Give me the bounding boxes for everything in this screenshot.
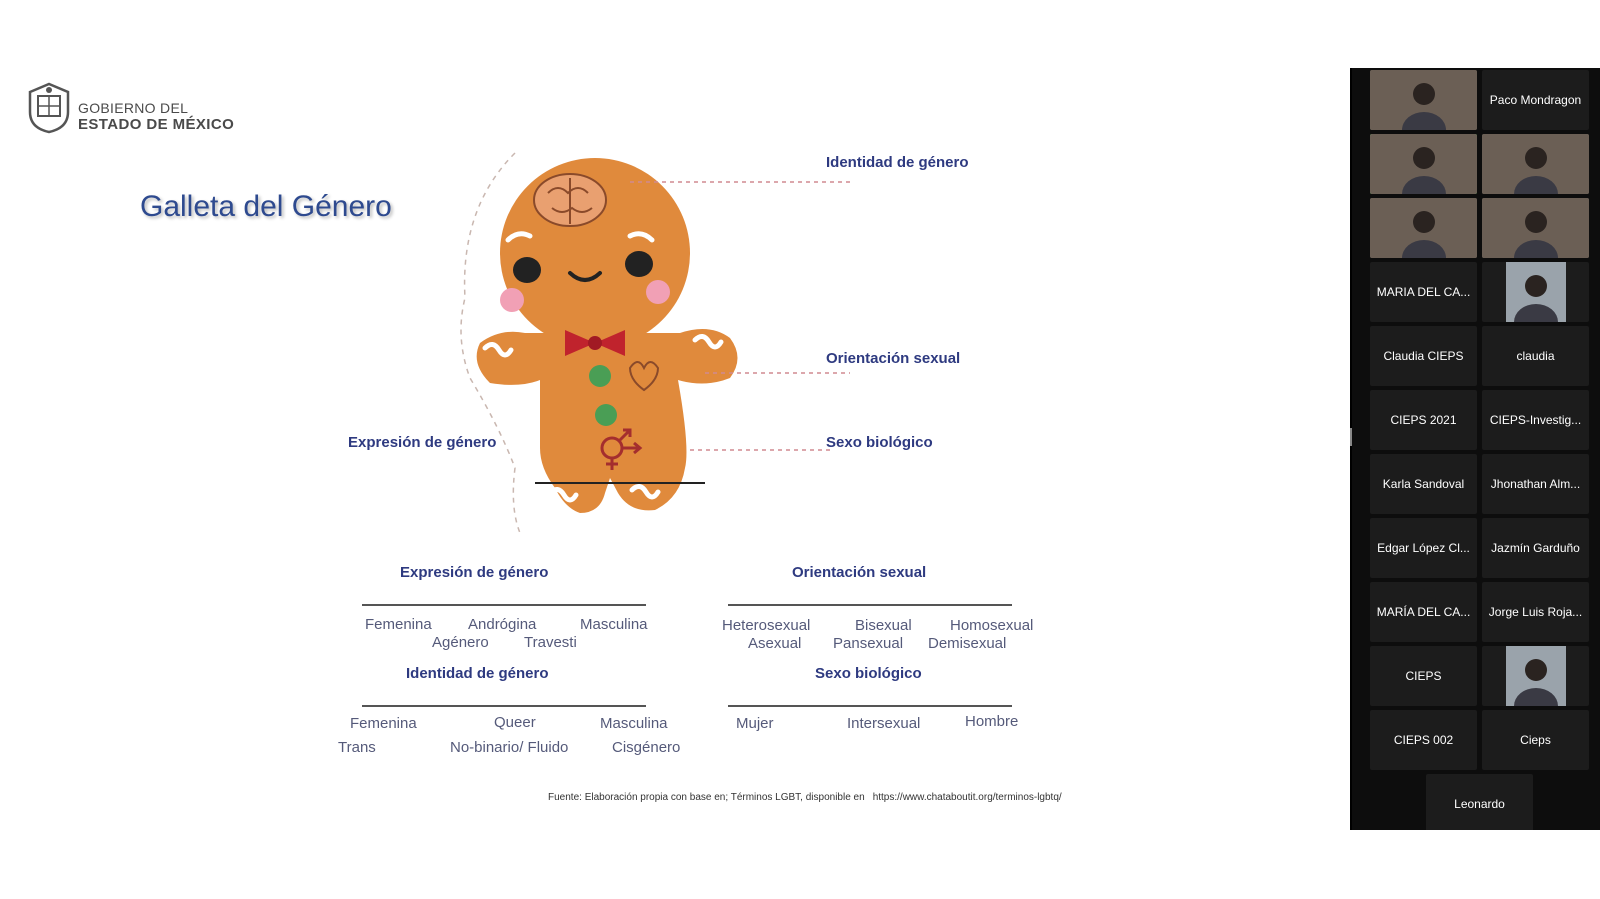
participant-name: Jhonathan Alm...: [1490, 477, 1581, 491]
participants-gallery: [1352, 68, 1600, 830]
term: Travesti: [524, 634, 577, 651]
label-sexo: Sexo biológico: [826, 434, 933, 451]
participant-name: Paco Mondragon: [1489, 93, 1582, 107]
video-feed: [1370, 198, 1477, 258]
term: Andrógina: [468, 616, 537, 633]
participant-tile[interactable]: [1482, 262, 1589, 322]
term: Femenina: [350, 715, 417, 732]
section-expresion-title: Expresión de género: [400, 564, 549, 581]
term: Hombre: [965, 713, 1019, 730]
term: Queer: [494, 714, 536, 731]
video-feed: [1370, 70, 1477, 130]
term: Pansexual: [833, 635, 904, 652]
video-feed: [1482, 198, 1589, 258]
participant-tile[interactable]: [1482, 70, 1589, 130]
section-identidad-divider: [362, 705, 646, 707]
participant-tile[interactable]: [1370, 262, 1477, 322]
label-orientacion: Orientación sexual: [826, 350, 961, 367]
section-sexo-divider: [728, 705, 1012, 707]
term: Cisgénero: [612, 739, 681, 756]
participant-tile[interactable]: [1482, 710, 1589, 770]
section-identidad-title: Identidad de género: [406, 665, 549, 682]
source-citation: [548, 792, 1062, 803]
participant-name: Edgar López Cl...: [1377, 541, 1470, 555]
shared-slide: [0, 68, 1350, 830]
participant-name: Jorge Luis Roja...: [1488, 605, 1583, 619]
term: Bisexual: [855, 617, 912, 634]
leader-lines: [0, 68, 1350, 830]
source-url: https://www.chataboutit.org/terminos-lgbtq/: [872, 792, 1062, 803]
term: Trans: [338, 739, 376, 756]
participant-tile[interactable]: [1370, 454, 1477, 514]
participant-name: Jazmín Garduño: [1491, 541, 1580, 555]
participant-name: CIEPS 2021: [1390, 413, 1457, 427]
participant-tile[interactable]: [1482, 326, 1589, 386]
bottom-margin: [0, 830, 1600, 899]
label-expresion: Expresión de género: [348, 434, 497, 451]
term: Femenina: [365, 616, 432, 633]
participant-name: Leonardo: [1454, 797, 1505, 811]
participant-name: CIEPS-Investig...: [1489, 413, 1582, 427]
participant-tile[interactable]: [1426, 774, 1533, 834]
participant-tile[interactable]: [1482, 646, 1589, 706]
term: Heterosexual: [722, 617, 811, 634]
gov-logo-line1: GOBIERNO DEL: [78, 100, 189, 116]
participant-name: Claudia CIEPS: [1383, 349, 1464, 363]
participant-tile[interactable]: [1482, 198, 1589, 258]
section-expresion-divider: [362, 604, 646, 606]
term: No-binario/ Fluido: [450, 739, 569, 756]
participant-tile[interactable]: [1370, 134, 1477, 194]
term: Masculina: [600, 715, 668, 732]
section-sexo-title: Sexo biológico: [815, 665, 922, 682]
section-orientacion-divider: [728, 604, 1012, 606]
participant-tile[interactable]: [1370, 582, 1477, 642]
term: Homosexual: [950, 617, 1034, 634]
participant-name: claudia: [1516, 349, 1555, 363]
participant-tile[interactable]: [1370, 70, 1477, 130]
term: Demisexual: [928, 635, 1007, 652]
label-identidad: Identidad de género: [826, 154, 969, 171]
term: Masculina: [580, 616, 648, 633]
term: Asexual: [748, 635, 802, 652]
participant-tile[interactable]: [1370, 710, 1477, 770]
term: Mujer: [736, 715, 774, 732]
participant-name: MARÍA DEL CA...: [1376, 605, 1471, 619]
participant-tile[interactable]: [1370, 326, 1477, 386]
participant-tile[interactable]: [1482, 582, 1589, 642]
participant-name: MARIA DEL CA...: [1376, 285, 1471, 299]
profile-photo: [1482, 646, 1589, 706]
meeting-window: [0, 68, 1600, 830]
participant-tile[interactable]: [1370, 518, 1477, 578]
participant-tile[interactable]: [1482, 134, 1589, 194]
top-margin: [0, 0, 1600, 68]
participant-name: CIEPS: [1405, 669, 1442, 683]
term: Agénero: [432, 634, 489, 651]
participant-name: Cieps: [1520, 733, 1551, 747]
video-feed: [1370, 134, 1477, 194]
participant-tile[interactable]: [1370, 390, 1477, 450]
participant-tile[interactable]: [1370, 646, 1477, 706]
participant-tile[interactable]: [1370, 198, 1477, 258]
video-feed: [1482, 134, 1589, 194]
participant-name: Karla Sandoval: [1382, 477, 1465, 491]
section-orientacion-title: Orientación sexual: [792, 564, 927, 581]
participant-tile[interactable]: [1482, 390, 1589, 450]
profile-photo: [1482, 262, 1589, 322]
participant-tile[interactable]: [1482, 454, 1589, 514]
participant-tile[interactable]: [1482, 518, 1589, 578]
gov-logo-line2: ESTADO DE MÉXICO: [78, 116, 235, 133]
source-text: Fuente: Elaboración propia con base en; Términos LGBT, disponible en: [548, 792, 865, 803]
slide-title: Galleta del Género: [140, 190, 392, 223]
participant-name: CIEPS 002: [1393, 733, 1454, 747]
term: Intersexual: [847, 715, 921, 732]
